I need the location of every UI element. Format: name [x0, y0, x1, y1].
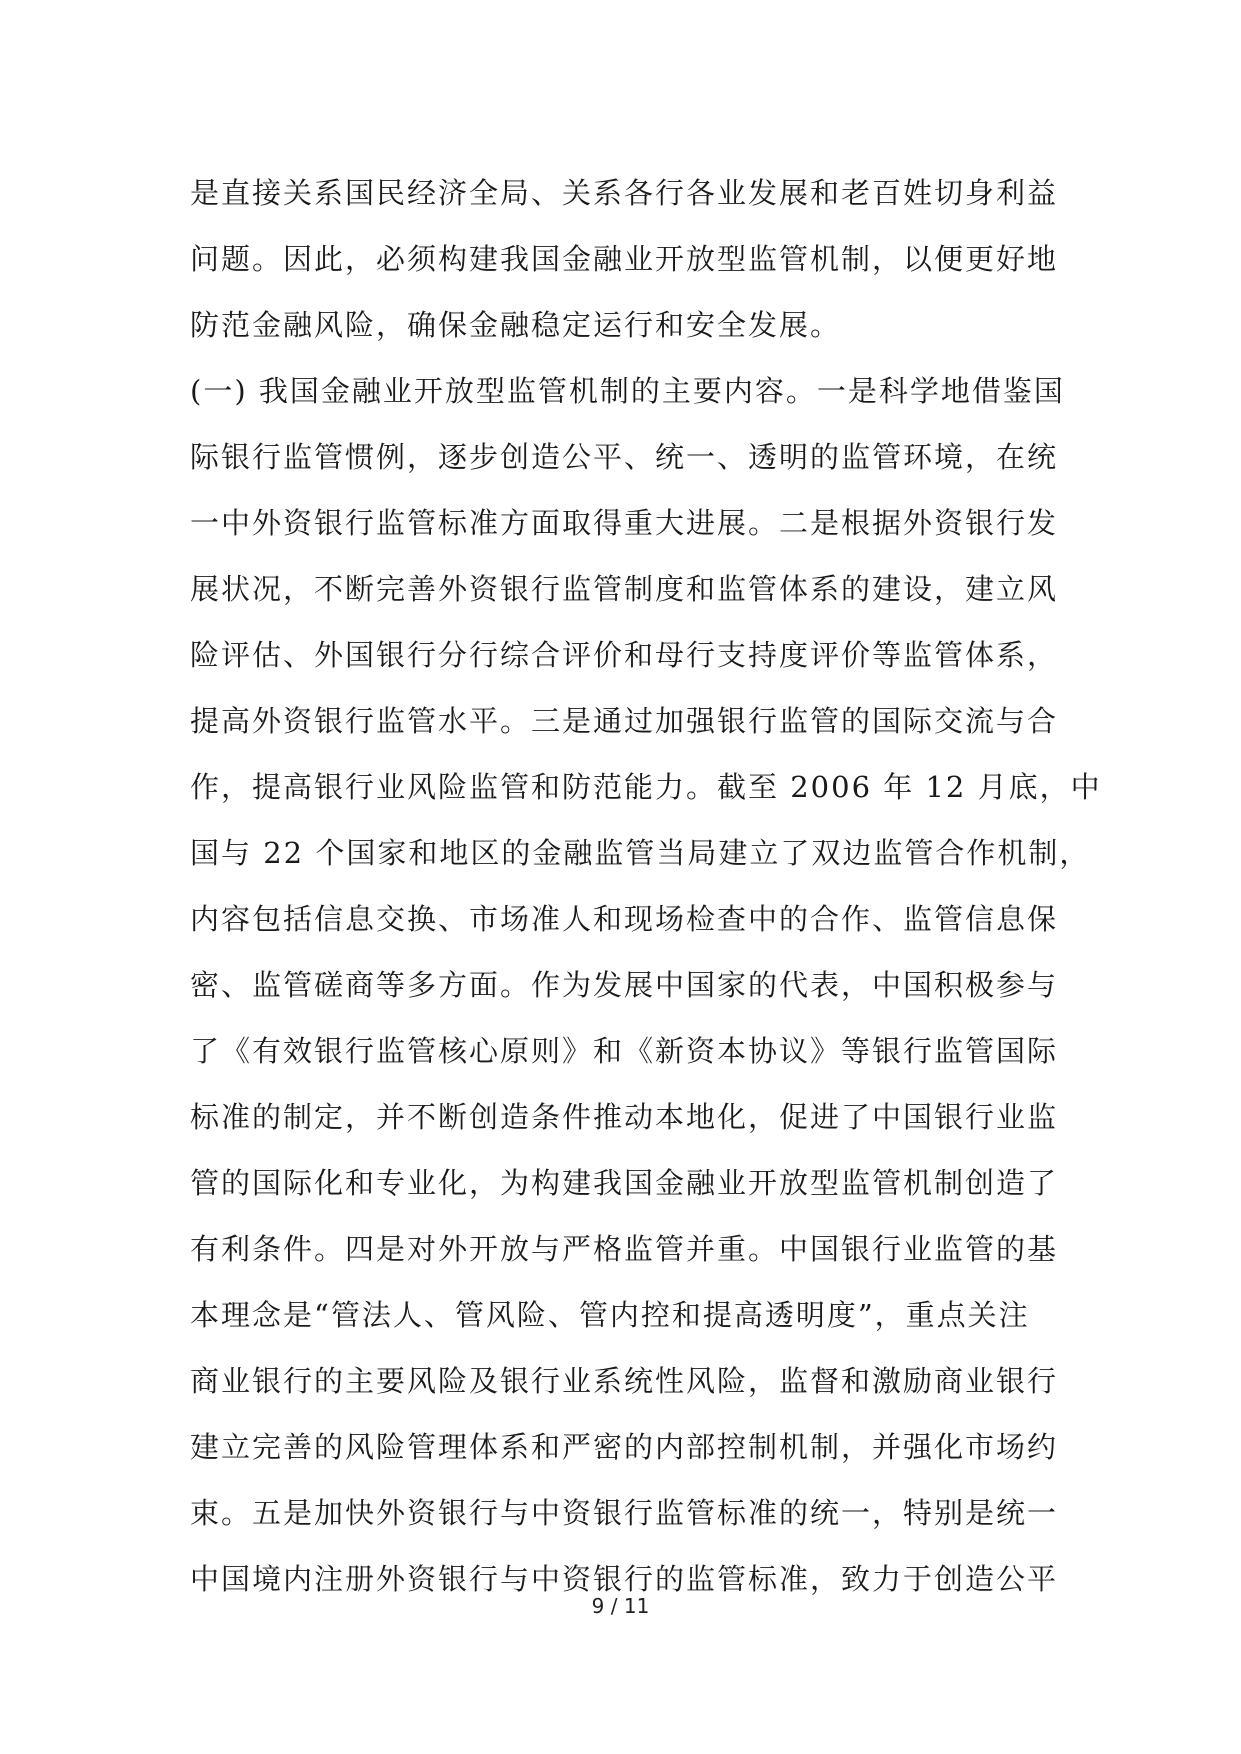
- text-line: 密、监管磋商等多方面。作为发展中国家的代表，中国积极参与: [190, 968, 1059, 1002]
- text-line: 内容包括信息交换、市场准人和现场检查中的合作、监管信息保: [190, 902, 1059, 936]
- text-line: 是直接关系国民经济全局、关系各行各业发展和老百姓切身利益: [190, 176, 1059, 210]
- text-line: 本理念是“管法人、管风险、管内控和提高透明度”，重点关注: [190, 1298, 1030, 1332]
- text-line: 商业银行的主要风险及银行业系统性风险，监督和激励商业银行: [190, 1364, 1059, 1398]
- page-number: 9 / 11: [591, 1594, 650, 1618]
- text-line: 作，提高银行业风险监管和防范能力。截至 2006 年 12 月底，中: [190, 770, 1102, 804]
- text-line: 提高外资银行监管水平。三是通过加强银行监管的国际交流与合: [190, 704, 1059, 738]
- text-line: 有利条件。四是对外开放与严格监管并重。中国银行业监管的基: [190, 1232, 1059, 1266]
- text-line: (一) 我国金融业开放型监管机制的主要内容。一是科学地借鉴国: [190, 374, 1065, 408]
- text-line: 险评估、外国银行分行综合评价和母行支持度评价等监管体系，: [190, 638, 1059, 672]
- text-line: 标准的制定，并不断创造条件推动本地化，促进了中国银行业监: [190, 1100, 1059, 1134]
- text-line: 中国境内注册外资银行与中资银行的监管标准，致力于创造公平: [190, 1562, 1059, 1596]
- text-line: 问题。因此，必须构建我国金融业开放型监管机制，以便更好地: [190, 242, 1059, 276]
- text-line: 管的国际化和专业化，为构建我国金融业开放型监管机制创造了: [190, 1166, 1059, 1200]
- text-line: 建立完善的风险管理体系和严密的内部控制机制，并强化市场约: [190, 1430, 1059, 1464]
- body-text: [190, 160, 1102, 1612]
- text-line: 了《有效银行监管核心原则》和《新资本协议》等银行监管国际: [190, 1034, 1059, 1068]
- text-line: 束。五是加快外资银行与中资银行监管标准的统一，特别是统一: [190, 1496, 1059, 1530]
- text-line: 防范金融风险，确保金融稳定运行和安全发展。: [190, 308, 842, 342]
- text-line: 国与 22 个国家和地区的金融监管当局建立了双边监管合作机制，: [190, 836, 1091, 870]
- text-line: 一中外资银行监管标准方面取得重大进展。二是根据外资银行发: [190, 506, 1059, 540]
- text-line: 际银行监管惯例，逐步创造公平、统一、透明的监管环境，在统: [190, 440, 1059, 474]
- text-line: 展状况，不断完善外资银行监管制度和监管体系的建设，建立风: [190, 572, 1059, 606]
